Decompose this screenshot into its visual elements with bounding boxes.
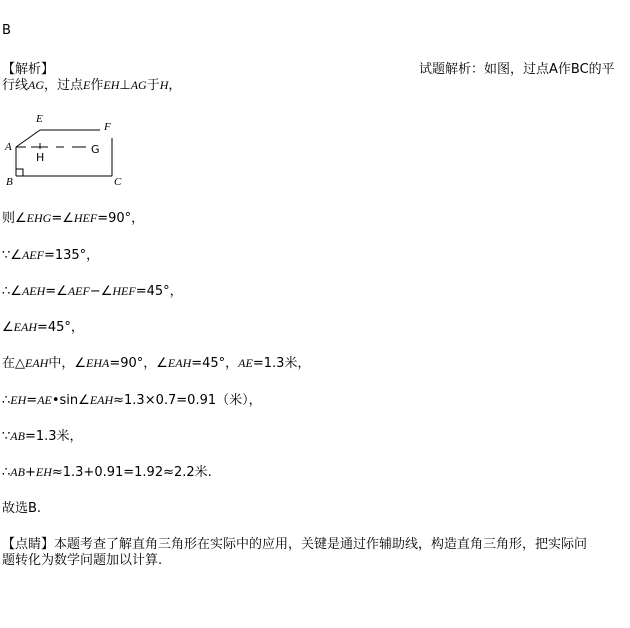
comment-line-2: 题转化为数学问题加以计算.	[2, 553, 163, 568]
text: 在△	[2, 356, 25, 371]
text: =∠	[45, 284, 68, 299]
right-angle-mark	[16, 169, 23, 176]
text: ∵	[2, 429, 11, 444]
analysis-intro-right: 试题解析：如图，过点A作BC的平	[419, 62, 615, 77]
text: 中，∠	[48, 356, 86, 371]
text: =∠	[51, 211, 74, 226]
text: ，	[168, 78, 182, 93]
text: 于	[146, 78, 160, 93]
text: 行线	[2, 78, 29, 93]
math-var: EAH	[167, 356, 192, 370]
math-var: HEF	[112, 284, 136, 298]
text: ∵∠	[2, 248, 22, 263]
step-6	[2, 392, 262, 409]
conclusion: 故选B.	[2, 501, 42, 516]
text: =1.3米，	[252, 356, 311, 371]
math-var: AE	[37, 393, 52, 407]
math-var: AEH	[21, 284, 46, 298]
math-var: EH	[35, 465, 52, 479]
text: 则∠	[2, 211, 27, 226]
step-1	[2, 210, 144, 227]
text: =135°，	[43, 248, 100, 263]
label-F: F	[104, 121, 111, 133]
math-var: AB	[10, 429, 25, 443]
text: −∠	[89, 284, 113, 299]
math-var: EAH	[25, 356, 49, 370]
text: +	[24, 465, 36, 480]
label-A: A	[5, 141, 12, 153]
math-var: AB	[10, 465, 25, 479]
step-3	[2, 283, 183, 300]
text: •sin∠	[51, 393, 90, 408]
math-var: EHA	[85, 356, 110, 370]
label-H: H	[36, 151, 45, 164]
math-var: AG	[28, 78, 45, 92]
step-7	[2, 428, 83, 445]
text: =	[26, 393, 38, 408]
text: ∠	[2, 320, 14, 335]
label-E: E	[36, 113, 43, 125]
comment-line-1: 【点睛】本题考查了解直角三角形在实际中的应用，关键是通过作辅助线，构造直角三角形，把实际问	[2, 537, 588, 552]
math-var: AEF	[67, 284, 90, 298]
text: =1.3米，	[24, 429, 83, 444]
text: ∴	[2, 465, 11, 480]
text: ∴	[2, 393, 11, 408]
math-var: HEF	[73, 211, 98, 225]
math-var: E	[83, 78, 91, 92]
step-8	[2, 464, 212, 481]
math-var: EHG	[26, 211, 52, 225]
text: ≈1.3×0.7=0.91（米），	[113, 393, 262, 408]
math-var: H	[159, 78, 169, 92]
math-var: AG	[130, 78, 147, 92]
math-var: EH	[103, 78, 120, 92]
step-4	[2, 319, 84, 336]
math-var: AEF	[21, 248, 44, 262]
answer-letter: B	[2, 23, 11, 38]
text: =45°，	[191, 356, 239, 371]
text: =90°，	[97, 211, 145, 226]
math-var: AE	[238, 356, 253, 370]
text: ∴∠	[2, 284, 22, 299]
label-B: B	[6, 176, 13, 188]
math-var: EH	[10, 393, 27, 407]
label-C: C	[114, 176, 122, 188]
text: =90°，∠	[109, 356, 168, 371]
text: 作	[90, 78, 104, 93]
analysis-intro-continued	[2, 77, 181, 94]
text: ≈1.3+0.91=1.92≈2.2米.	[51, 465, 212, 480]
text: ，过点	[44, 78, 84, 93]
math-var: EAH	[13, 320, 37, 334]
step-5	[2, 355, 310, 372]
analysis-heading: 【解析】	[2, 62, 55, 77]
label-G: G	[91, 143, 100, 156]
text: =45°，	[36, 320, 84, 335]
segment-AE	[16, 130, 40, 147]
math-var: EAH	[89, 393, 114, 407]
step-2	[2, 247, 99, 264]
text: =45°，	[135, 284, 183, 299]
geometry-figure	[0, 105, 135, 195]
perp-symbol: ⊥	[119, 78, 131, 93]
